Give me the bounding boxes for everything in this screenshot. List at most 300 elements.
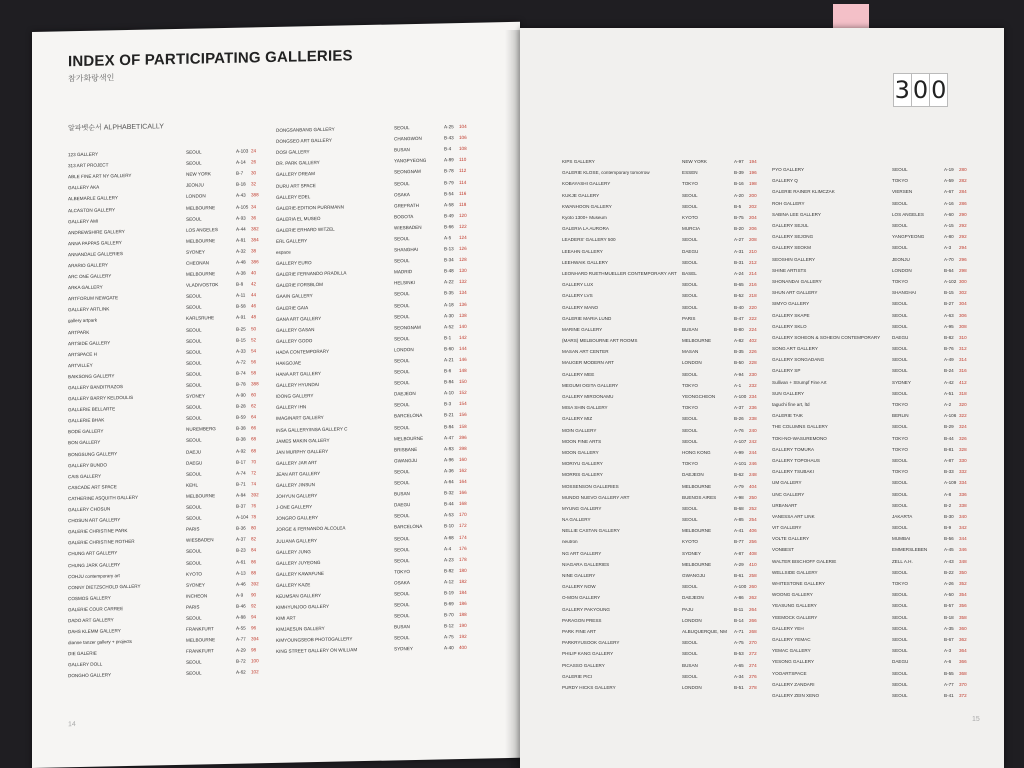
gallery-name: GALLERY AMI: [68, 218, 99, 224]
booth-code: A-55: [236, 625, 246, 631]
gallery-city: LOS ANGELES: [186, 226, 218, 233]
gallery-city: DAEGU: [892, 334, 909, 340]
gallery-name: GALERIE FERNANDO PRADILLA: [276, 270, 347, 278]
page-reference: 154: [459, 401, 467, 407]
gallery-city: PARIS: [682, 315, 696, 321]
page-reference: 136: [459, 301, 467, 307]
booth-code: A-93: [236, 215, 246, 221]
gallery-city: HELSINKI: [394, 280, 415, 286]
gallery-name: YEASUNG GALLERY: [772, 603, 817, 609]
gallery-name: LEEHWAIK GALLERY: [562, 259, 608, 265]
index-entry: [772, 645, 969, 656]
booth-code: A-98: [734, 494, 744, 500]
gallery-city: SEOUL: [394, 358, 410, 364]
index-entry: [772, 276, 969, 287]
gallery-name: YEEMOCK GALLERY: [772, 614, 818, 620]
booth-code: A-100: [734, 394, 747, 400]
gallery-city: SEOUL: [682, 304, 698, 310]
gallery-name: MASAN ART CENTER: [562, 349, 609, 355]
index-entry: [562, 548, 759, 559]
gallery-name: GALLERY CHOSUN: [68, 506, 111, 513]
page-reference: 208: [749, 237, 757, 243]
booth-code: A-94: [734, 371, 744, 377]
booth-code: B-54: [444, 190, 454, 196]
gallery-name: SHINE ARTISTS: [772, 267, 807, 273]
gallery-city: INCHEON: [186, 593, 208, 599]
page-reference: 218: [749, 293, 757, 299]
gallery-city: SEOUL: [682, 416, 698, 422]
gallery-city: OSAKA: [394, 191, 410, 198]
gallery-city: SEOUL: [394, 635, 410, 641]
page-reference: 368: [959, 670, 967, 676]
gallery-city: SEOUL: [892, 670, 908, 676]
page-reference: 202: [749, 203, 757, 209]
gallery-name: GALLERY MEE: [562, 371, 595, 377]
gallery-name: KUKJE GALLERY: [562, 192, 600, 198]
index-entry: [562, 223, 759, 234]
gallery-name: WHITESTONE GALLERY: [772, 581, 825, 587]
booth-code: B-14: [734, 617, 744, 623]
gallery-name: GALERIE GAIA: [276, 304, 309, 311]
gallery-city: SEOUL: [682, 505, 698, 511]
index-entry: [562, 257, 759, 268]
page-reference: 326: [959, 435, 967, 441]
gallery-name: PURDY HICKS GALLERY: [562, 684, 616, 690]
gallery-name: MISA SHIN GALLERY: [562, 405, 608, 411]
gallery-name: CAIS GALLERY: [68, 473, 102, 480]
gallery-city: SHANGHAI: [394, 246, 418, 253]
booth-code: A-30: [444, 312, 454, 319]
gallery-name: J-ONE GALLERY: [276, 504, 313, 511]
booth-code: A-76: [734, 427, 744, 433]
page-reference: 234: [749, 394, 757, 400]
booth-code: A-86: [734, 595, 744, 601]
index-entry: [772, 488, 969, 499]
page-reference: 196: [749, 170, 757, 176]
index-entry: [562, 592, 759, 603]
index-entry: [562, 335, 759, 346]
booth-code: B-35: [444, 290, 454, 296]
page-reference: 72: [251, 470, 257, 476]
booth-code: A-23: [444, 556, 454, 563]
booth-code: A-80: [944, 234, 954, 240]
gallery-city: DAEGU: [394, 502, 411, 508]
page-reference: 228: [749, 360, 757, 366]
gallery-index-column-2: [276, 121, 469, 658]
gallery-index-column-3: [562, 156, 759, 693]
gallery-name: GALERIE MARIA LUND: [562, 315, 612, 321]
index-entry: [562, 234, 759, 245]
page-reference: 346: [959, 547, 967, 553]
gallery-name: ARTSPACE H: [68, 351, 97, 357]
page-reference: 300: [959, 278, 967, 284]
page-reference: 174: [459, 534, 467, 540]
gallery-city: LONDON: [186, 193, 206, 200]
gallery-name: GALLERIE BELLARTE: [68, 406, 116, 413]
gallery-name: ALCASTON GALLERY: [68, 206, 116, 213]
gallery-city: LONDON: [682, 684, 702, 690]
index-entry: [772, 421, 969, 432]
gallery-name: IMAGINART GALLERY: [276, 415, 324, 422]
page-reference: 366: [959, 659, 967, 665]
gallery-name: GALLERY HYUNDAI: [276, 382, 319, 389]
gallery-name: CATHERINE ASQUITH GALLERY: [68, 494, 139, 502]
gallery-name: GALLERY KAZE: [276, 582, 311, 588]
gallery-city: SEOUL: [394, 236, 410, 242]
gallery-name: MARINE GALLERY: [562, 326, 603, 332]
gallery-name: ROH GALLERY: [772, 200, 805, 206]
booth-code: A-88: [236, 614, 246, 620]
booth-code: B-29: [944, 424, 954, 430]
gallery-name: MUNDO NUEVO GALLERY ART: [562, 494, 630, 500]
booth-code: B-5: [734, 203, 742, 209]
booth-code: A-31: [734, 248, 744, 254]
page-reference: 84: [251, 547, 257, 553]
booth-code: B-70: [444, 612, 454, 618]
gallery-name: THE COLUMNS GALLERY: [772, 424, 828, 430]
page-reference: 258: [749, 573, 757, 579]
page-reference: 224: [749, 326, 757, 332]
gallery-name: NA GALLERY: [562, 517, 591, 523]
gallery-name: MEGUMI OGITA GALLERY: [562, 382, 619, 388]
gallery-name: BAIKSONG GALLERY: [68, 373, 115, 380]
gallery-name: GALERIE PICI: [562, 673, 593, 679]
booth-code: B-11: [734, 606, 744, 612]
booth-code: A-107: [734, 438, 747, 444]
index-entry: [772, 354, 969, 365]
index-entry: [562, 268, 759, 279]
gallery-index-column-4: [772, 164, 969, 701]
index-entry: [562, 525, 759, 536]
gallery-city: SEOUL: [892, 636, 908, 642]
index-entry: [562, 246, 759, 257]
gallery-name: ARARIO GALLERY: [68, 262, 108, 269]
gallery-city: JEONJU: [892, 256, 910, 262]
page-reference: 322: [959, 413, 967, 419]
gallery-city: GWANGJU: [394, 457, 418, 464]
index-entry: [772, 298, 969, 309]
page-reference: 106: [459, 135, 467, 141]
page-reference: 42: [251, 281, 257, 287]
index-entry: [772, 466, 969, 477]
gallery-name: GALERIE RAINER KLIMCZAK: [772, 189, 835, 195]
gallery-city: MELBOURNE: [682, 483, 712, 489]
page-reference: 34: [251, 203, 257, 209]
booth-code: B-36: [236, 525, 246, 531]
gallery-city: TOKYO: [682, 382, 698, 388]
index-entry: [562, 167, 759, 178]
booth-code: A-75: [444, 634, 454, 640]
booth-code: B-77: [734, 539, 744, 545]
page-reference: 122: [459, 223, 467, 229]
gallery-city: SEOUL: [394, 513, 410, 519]
gallery-city: CHANGWON: [394, 135, 422, 142]
gallery-city: SEOUL: [892, 312, 908, 318]
gallery-city: WIESBADEN: [186, 537, 214, 544]
gallery-city: TOKYO: [892, 581, 908, 587]
index-entry: [772, 690, 969, 701]
gallery-city: GREFRATH: [394, 202, 419, 209]
page-reference: 162: [459, 467, 467, 474]
gallery-city: SEOUL: [892, 648, 908, 654]
gallery-name: taguchi fine art, ltd: [772, 402, 810, 408]
gallery-name: O-MON GALLERY: [562, 595, 601, 601]
page-reference: 338: [959, 502, 967, 508]
gallery-name: espace: [276, 249, 291, 255]
booth-code: A-32: [236, 248, 246, 254]
page-reference: 402: [749, 338, 757, 344]
gallery-city: PARIS: [186, 526, 200, 533]
gallery-city: SEOUL: [892, 457, 908, 463]
gallery-name: PHILIP KANG GALLERY: [562, 651, 614, 657]
booth-code: B-71: [236, 481, 246, 487]
gallery-city: SEOUL: [394, 302, 410, 308]
page-reference: 236: [749, 405, 757, 411]
gallery-name: GALLERY JUNG: [276, 548, 311, 555]
gallery-name: DOSI GALLERY: [276, 149, 310, 156]
gallery-name: GALLERY MANO: [562, 304, 599, 310]
page-reference: 304: [959, 301, 967, 307]
gallery-city: JEONJU: [186, 182, 204, 189]
gallery-city: SEOUL: [186, 659, 202, 666]
gallery-city: SEONGNAM: [394, 169, 421, 175]
gallery-name: YESONG GALLERY: [772, 659, 815, 665]
booth-code: A-99: [734, 449, 744, 455]
booth-code: B-48: [444, 268, 454, 274]
gallery-name: JAN MURPHY GALLERY: [276, 448, 329, 455]
gallery-name: GALERIE ERHARD WITZEL: [276, 226, 335, 233]
page-reference: 264: [749, 606, 757, 612]
booth-code: A-61: [236, 559, 246, 565]
page-reference: 358: [959, 614, 967, 620]
booth-code: B-35: [734, 349, 744, 355]
index-entry: [772, 578, 969, 589]
booth-code: A-46: [236, 581, 246, 587]
page-reference: 118: [459, 201, 467, 207]
booth-code: A-48: [236, 259, 246, 265]
page-reference: 268: [749, 628, 757, 634]
index-entry: [772, 444, 969, 455]
gallery-name: MORRIS GALLERY: [562, 472, 603, 478]
gallery-name: CHUNG JARK GALLERY: [68, 561, 121, 568]
booth-code: A-109: [944, 480, 957, 486]
gallery-name: GALLERY JUYEONG: [276, 559, 321, 566]
page-reference: 400: [459, 645, 467, 651]
page-reference: 262: [749, 595, 757, 601]
gallery-city: MURCIA: [682, 226, 701, 232]
gallery-city: TOKYO: [892, 469, 908, 475]
booth-code: A-25: [444, 124, 454, 130]
gallery-name: GALLERY SEJUL: [772, 223, 809, 229]
booth-code: A-52: [444, 323, 454, 330]
page-reference: 56: [251, 359, 257, 365]
page-reference: 152: [459, 390, 467, 396]
gallery-name: IDONG GALLERY: [276, 393, 314, 400]
booth-code: A-91: [236, 314, 246, 321]
page-reference: 126: [459, 245, 467, 252]
booth-code: A-53: [444, 512, 454, 518]
index-entry: [772, 209, 969, 220]
gallery-name: GALLERY BARRY KELDOULIS: [68, 394, 134, 402]
page-reference: 100: [251, 658, 259, 664]
page-reference: 164: [459, 478, 467, 485]
index-entry: [562, 682, 759, 693]
gallery-city: SEOUL: [394, 602, 410, 608]
gallery-index-column-1: [68, 145, 261, 682]
booth-code: B-39: [734, 170, 744, 176]
page-reference: 90: [251, 592, 257, 598]
left-page: [32, 22, 520, 768]
gallery-name: JONGRO GALLERY: [276, 515, 319, 522]
gallery-name: UNC GALLERY: [772, 491, 805, 497]
gallery-city: SEOUL: [682, 651, 698, 657]
booth-code: A-65: [734, 662, 744, 668]
gallery-city: SEOUL: [892, 200, 908, 206]
gallery-city: SEOUL: [892, 625, 908, 631]
gallery-city: PARIS: [186, 604, 200, 610]
gallery-city: SEOUL: [394, 557, 410, 564]
gallery-city: SEOUL: [682, 640, 698, 646]
page-reference: 254: [749, 517, 757, 523]
booth-code: B-32: [444, 490, 454, 496]
gallery-city: TOKYO: [892, 278, 908, 284]
booth-code: B-23: [236, 547, 246, 554]
booth-code: A-26: [944, 581, 954, 587]
gallery-name: WELLSIDE GALLERY: [772, 569, 818, 575]
booth-code: A-85: [734, 517, 744, 523]
gallery-city: SEOUL: [394, 369, 410, 375]
page-reference: 370: [959, 681, 967, 687]
booth-code: A-77: [944, 681, 954, 687]
page-reference: 50: [251, 325, 257, 331]
index-entry: [562, 604, 759, 615]
gallery-name: TOKI-NO-WASUREMONO: [772, 435, 827, 441]
booth-code: B-80: [734, 326, 744, 332]
booth-code: A-41: [734, 528, 744, 534]
booth-code: B-56: [944, 536, 954, 542]
page-reference: 170: [459, 512, 467, 518]
gallery-city: SEOUL: [892, 357, 908, 363]
gallery-city: FRANKFURT: [186, 626, 214, 632]
page-reference: 392: [251, 580, 259, 587]
booth-code: A-6: [944, 659, 952, 665]
gallery-city: SEOUL: [394, 424, 410, 430]
booth-code: A-75: [734, 640, 744, 646]
page-reference: 168: [459, 501, 467, 507]
booth-code: A-11: [236, 292, 246, 298]
booth-code: B-74: [236, 370, 246, 376]
gallery-name: GALLERY BANDITRAZOS: [68, 384, 123, 391]
gallery-city: SEOUL: [892, 245, 908, 251]
page-reference: 280: [959, 167, 967, 173]
gallery-name: URBANART: [772, 502, 798, 508]
gallery-name: ALBEMARLE GALLERY: [68, 195, 118, 202]
gallery-name: VANESSA ART LINK: [772, 513, 815, 519]
index-entry: [562, 313, 759, 324]
page-reference: 74: [251, 481, 257, 487]
page-reference: 26: [251, 159, 257, 165]
gallery-city: LOS ANGELES: [892, 211, 924, 217]
index-entry: [562, 469, 759, 480]
booth-code: A-47: [444, 434, 454, 441]
index-entry: [562, 324, 759, 335]
gallery-name: GALLERY KAWAFUNE: [276, 570, 324, 577]
page-reference: 308: [959, 323, 967, 329]
gallery-city: SEOUL: [892, 681, 908, 687]
index-entry: [772, 164, 969, 175]
page-reference: 388: [251, 381, 259, 387]
page-reference: 64: [251, 414, 257, 420]
page-reference: 404: [749, 483, 757, 489]
booth-code: B-43: [444, 135, 454, 141]
booth-code: A-44: [236, 226, 246, 232]
page-reference: 352: [959, 581, 967, 587]
booth-code: B-21: [444, 412, 454, 418]
gallery-city: SEOUL: [682, 237, 698, 243]
booth-code: B-12: [444, 623, 454, 629]
booth-code: A-89: [444, 157, 454, 163]
gallery-city: SEOUL: [892, 502, 908, 508]
gallery-name: SIMYO GALLERY: [772, 301, 810, 307]
booth-code: B-50: [734, 360, 744, 366]
page-reference: 210: [749, 248, 757, 254]
page-reference: 212: [749, 259, 757, 265]
page-reference: 96: [251, 625, 257, 631]
page-reference: 88: [251, 569, 257, 576]
gallery-name: HAKGOJAE: [276, 360, 302, 366]
gallery-city: MELBOURNE: [186, 237, 216, 244]
gallery-city: TOKYO: [682, 405, 698, 411]
booth-code: A-103: [236, 148, 249, 154]
booth-code: A-2: [944, 402, 952, 408]
gallery-city: PAJU: [682, 606, 694, 612]
booth-code: A-70: [944, 256, 954, 262]
gallery-name: LEADERS' GALLERY 500: [562, 237, 616, 243]
index-entry: [772, 612, 969, 623]
gallery-name: GALERIE KLOSE, contemporary tomorrow: [562, 170, 650, 176]
gallery-name: GALLERY TSUBAKI: [772, 469, 814, 475]
page-reference: 240: [749, 427, 757, 433]
booth-code: B-61: [734, 573, 744, 579]
gallery-city: BUSAN: [394, 624, 410, 630]
gallery-name: VONBEST: [772, 547, 794, 553]
page-reference: 184: [459, 589, 467, 596]
gallery-city: BUSAN: [682, 662, 698, 668]
gallery-name: GALLERY SOHEON & SOHEON CONTEMPORARY: [772, 334, 881, 340]
page-reference: 24: [251, 148, 257, 154]
gallery-city: SEOUL: [186, 149, 202, 155]
gallery-city: SEOUL: [186, 615, 202, 621]
index-entry: [772, 332, 969, 343]
booth-code: A-96: [444, 457, 454, 463]
booth-code: A-33: [236, 348, 246, 354]
gallery-city: NEW YORK: [186, 171, 211, 178]
gallery-city: SEOUL: [892, 368, 908, 374]
gallery-name: GALLERY AKA: [68, 184, 100, 191]
booth-code: B-15: [236, 337, 246, 343]
booth-code: A-100: [734, 584, 747, 590]
booth-code: B-46: [236, 603, 246, 609]
gallery-city: DAEJEON: [682, 595, 704, 601]
booth-code: B-1: [444, 335, 452, 341]
page-reference: 146: [459, 356, 467, 363]
page-reference: 66: [251, 425, 257, 431]
booth-code: B-15: [944, 290, 954, 296]
gallery-city: SEOUL: [892, 525, 908, 531]
gallery-city: SEOUL: [186, 160, 202, 166]
page-reference: 124: [459, 234, 467, 241]
index-entry: [772, 220, 969, 231]
